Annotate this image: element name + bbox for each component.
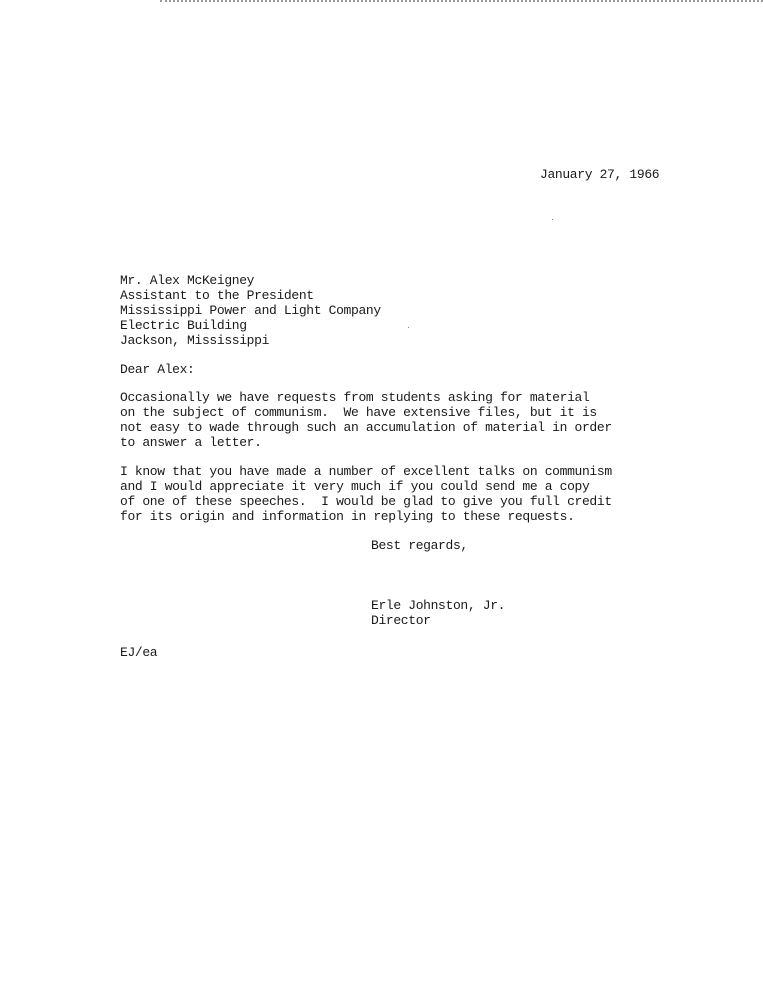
top-dotted-border (160, 0, 763, 2)
signer-title: Director (371, 613, 431, 628)
closing: Best regards, (371, 538, 468, 553)
paragraph-1-line: not easy to wade through such an accumulation of material in order (120, 420, 612, 435)
recipient-city: Jackson, Mississippi (120, 333, 270, 348)
paragraph-2-line: I know that you have made a number of excellent talks on communism (120, 464, 612, 479)
recipient-title: Assistant to the President (120, 288, 314, 303)
paragraph-1-line: on the subject of communism. We have extensive files, but it is (120, 405, 597, 420)
recipient-company: Mississippi Power and Light Company (120, 303, 381, 318)
recipient-building: Electric Building (120, 318, 247, 333)
recipient-name: Mr. Alex McKeigney (120, 273, 255, 288)
reference-initials: EJ/ea (120, 645, 158, 660)
signer-name: Erle Johnston, Jr. (371, 598, 506, 613)
paragraph-2-line: of one of these speeches. I would be glad to give you full credit (120, 494, 612, 509)
salutation: Dear Alex: (120, 362, 195, 377)
paper-speck (408, 327, 409, 328)
paragraph-2-line: and I would appreciate it very much if you could send me a copy (120, 479, 590, 494)
paragraph-2-line: for its origin and information in replying to these requests. (120, 509, 575, 524)
paragraph-1-line: Occasionally we have requests from students asking for material (120, 390, 590, 405)
paper-speck (552, 219, 553, 220)
letter-date: January 27, 1966 (540, 167, 660, 182)
paragraph-1-line: to answer a letter. (120, 435, 262, 450)
